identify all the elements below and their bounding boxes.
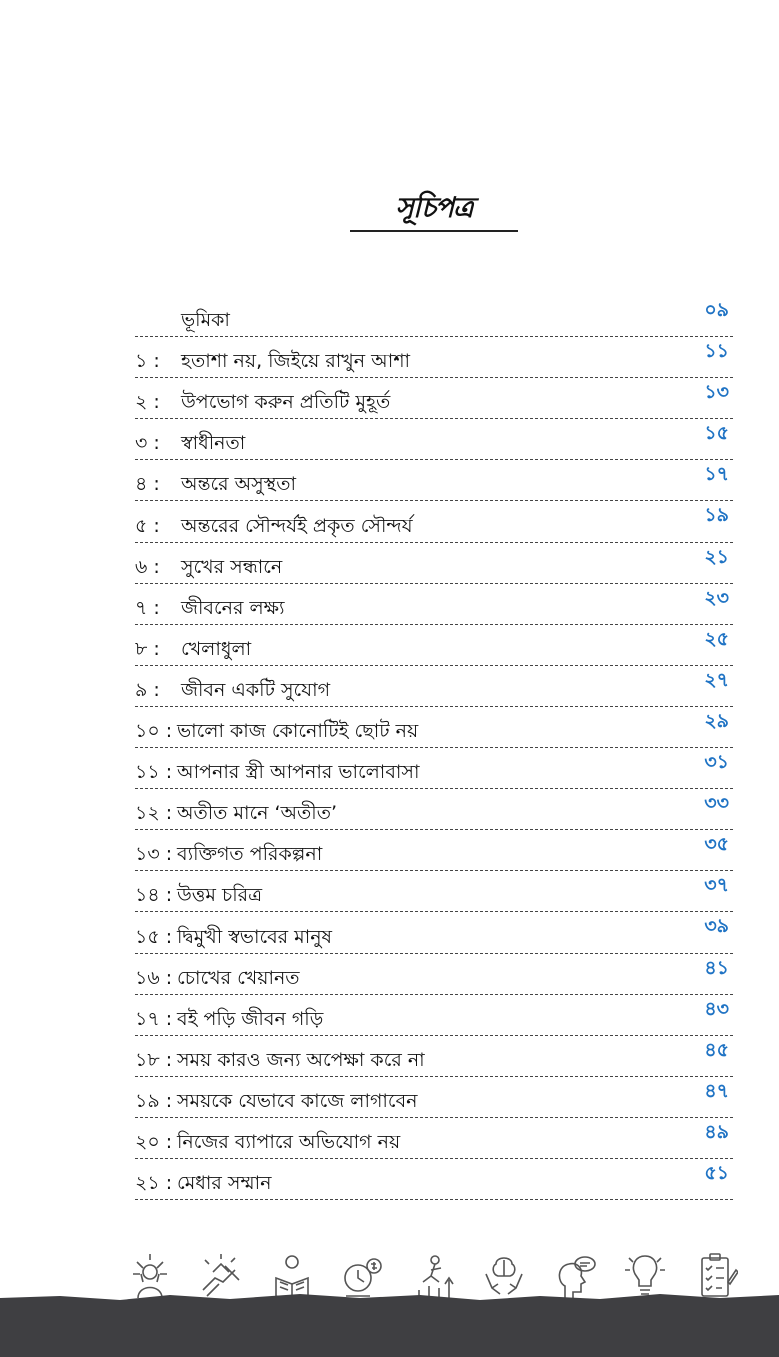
toc-row [135,543,733,584]
toc-row [135,296,733,337]
page-number: ৪৯ [704,1120,729,1143]
page-number: ৫১ [704,1161,729,1184]
toc-row [135,707,733,748]
toc-row [135,995,733,1036]
page-number: ১৩ [704,381,729,404]
chapter-number: ২১ : [135,1172,173,1195]
toc-row [135,912,733,953]
toc-row [135,1118,733,1159]
chapter-number: ১৭ : [135,1007,173,1030]
toc-row [135,1077,733,1118]
toc-row [135,1159,733,1200]
chapter-number: ২ : [135,391,160,414]
page-number: ১৯ [704,504,729,527]
chapter-number: ২০ : [135,1130,173,1153]
chapter-title: হতাশা নয়, জিইয়ে রাখুন আশা [181,350,411,373]
chapter-title: সুখের সন্ধানে [181,555,283,578]
table-of-contents [135,296,733,1200]
toc-row [135,954,733,995]
toc-row [135,460,733,501]
toc-row [135,1036,733,1077]
chapter-title: নিজের ব্যাপারে অভিযোগ নয় [177,1130,401,1153]
chapter-number: ৩ : [135,432,160,455]
chapter-title: ভূমিকা [181,309,230,332]
toc-row [135,666,733,707]
page-title: সূচিপত্র [395,191,473,224]
page-number: ২১ [704,545,729,568]
chapter-title: দ্বিমুখী স্বভাবের মানুষ [177,925,333,948]
page-number: ৩৯ [704,915,729,938]
chapter-number: ৬ : [135,555,160,578]
toc-row [135,625,733,666]
toc-row [135,748,733,789]
chapter-number: ৮ : [135,637,160,660]
chapter-number: ১১ : [135,761,173,784]
page-number: ১৫ [704,422,729,445]
chapter-number: ১৫ : [135,925,173,948]
page-number: ৪৭ [704,1079,729,1102]
page-number: ৩৫ [704,833,729,856]
toc-row [135,501,733,542]
chapter-number: ৫ : [135,514,160,537]
chapter-title: ব্যক্তিগত পরিকল্পনা [177,843,323,866]
page-number: ২৩ [704,586,729,609]
chapter-number: ১৩ : [135,843,173,866]
title-underline [350,230,518,232]
page-number: ৩১ [704,751,729,774]
chapter-title: জীবন একটি সুযোগ [181,678,331,701]
chapter-number: ১২ : [135,802,173,825]
toc-row [135,419,733,460]
chapter-title: অন্তরে অসুস্থতা [181,473,297,496]
chapter-title: জীবনের লক্ষ্য [181,596,285,619]
chapter-number: ৪ : [135,473,160,496]
chapter-title: সময়কে যেভাবে কাজে লাগাবেন [177,1089,418,1112]
chapter-number: ৭ : [135,596,160,619]
page-number: ৪৩ [704,997,729,1020]
page-number: ৪১ [704,956,729,979]
chapter-title: সময় কারও জন্য অপেক্ষা করে না [177,1048,425,1071]
chapter-title: অন্তরের সৌন্দর্যই প্রকৃত সৌন্দর্য [181,514,413,537]
page-number: ০৯ [704,299,729,321]
page-number: ১১ [704,340,729,363]
chapter-number: ১৬ : [135,966,173,989]
toc-heading [350,190,518,232]
chapter-number: ১ : [135,350,160,373]
chapter-title: স্বাধীনতা [181,432,246,455]
toc-row [135,584,733,625]
chapter-title: চোখের খেয়ানত [177,966,300,989]
chapter-title: বই পড়ি জীবন গড়ি [177,1007,324,1030]
page-number: ৩৭ [704,874,729,897]
toc-row [135,789,733,830]
toc-row [135,830,733,871]
chapter-title: মেধার সম্মান [177,1172,272,1195]
page-number: ২৯ [704,709,729,732]
chapter-title: উপভোগ করুন প্রতিটি মুহূর্ত [181,391,391,414]
chapter-title: অতীত মানে ‘অতীত’ [177,802,337,825]
chapter-title: ভালো কাজ কোনোটিই ছোট নয় [177,720,419,743]
chapter-number: ৯ : [135,678,160,701]
chapter-title: উত্তম চরিত্র [177,884,263,907]
toc-row [135,871,733,912]
chapter-number: ১০ : [135,720,173,743]
chapter-title: আপনার স্ত্রী আপনার ভালোবাসা [177,761,420,784]
page-number: ২৫ [704,627,729,650]
footer-ground [0,1292,779,1357]
chapter-number: ১৪ : [135,884,173,907]
chapter-title: খেলাধুলা [181,637,252,660]
page-number: ১৭ [704,463,729,486]
chapter-number: ১৯ : [135,1089,173,1112]
page-number: ৪৫ [704,1038,729,1061]
chapter-number: ১৮ : [135,1048,173,1071]
toc-row [135,378,733,419]
page-number: ৩৩ [704,792,729,815]
toc-row [135,337,733,378]
page-number: ২৭ [704,668,729,691]
